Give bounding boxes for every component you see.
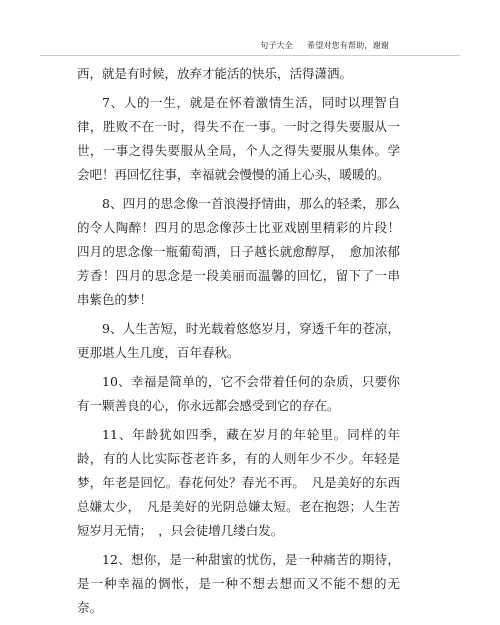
page-header [260, 40, 389, 51]
paragraph-9: 9、人生苦短，时光载着悠悠岁月，穿透千年的苍凉，更那堪人生几度，百年春秋。 [77, 321, 400, 360]
paragraph-8: 8、四月的思念像一首浪漫抒情曲，那么的轻柔，那么的令人陶醉！四月的思念像莎士比亚戏剧里精彩的片段！ 四月的思念像一瓶葡萄酒，日子越长就愈醇厚， 愈加浓郁芳香！四月的思念是一段美丽而温馨的回忆，留下了一串串紫色的梦！ [77, 196, 413, 307]
paragraph-7: 7、人的一生，就是在怀着激情生活，同时以理智自律，胜败不在一时，得失不在一事。一时之得失要服从一世，一事之得失要服从全局，个人之得失要服从集体。学会吧！再回忆往事，幸福就会慢慢的涌上心头，暖暖的。 [77, 95, 400, 182]
header-left-text: 句子大全 [260, 41, 293, 50]
header-divider [40, 55, 460, 56]
header-right-text: 希望对您有帮助，谢谢 [307, 41, 389, 50]
paragraph-12: 12、想你，是一种甜蜜的忧伤，是一种痛苦的期待，是一种幸福的惆怅，是一种不想去想而又不能不想的无奈。 [77, 552, 400, 615]
paragraph-10: 10、幸福是简单的，它不会带着任何的杂质，只要你有一颗善良的心，你永远都会感受到它的存在。 [77, 374, 400, 413]
paragraph-11: 11、年龄犹如四季，藏在岁月的年轮里。同样的年龄，有的人比实际苍老许多，有的人则年少不少。年轻是梦，年老是回忆。春花何处？春光不再。 凡是美好的东西总嫌太少， 凡是美好的光阴总嫌太短。老在抱怨；人生苦短岁月无情； ，只会徒增几缕白发。 [77, 427, 400, 538]
paragraph-continuation: 西，就是有时候，放弃才能活的快乐，活得潇洒。 [77, 66, 353, 81]
document-body [77, 62, 413, 625]
